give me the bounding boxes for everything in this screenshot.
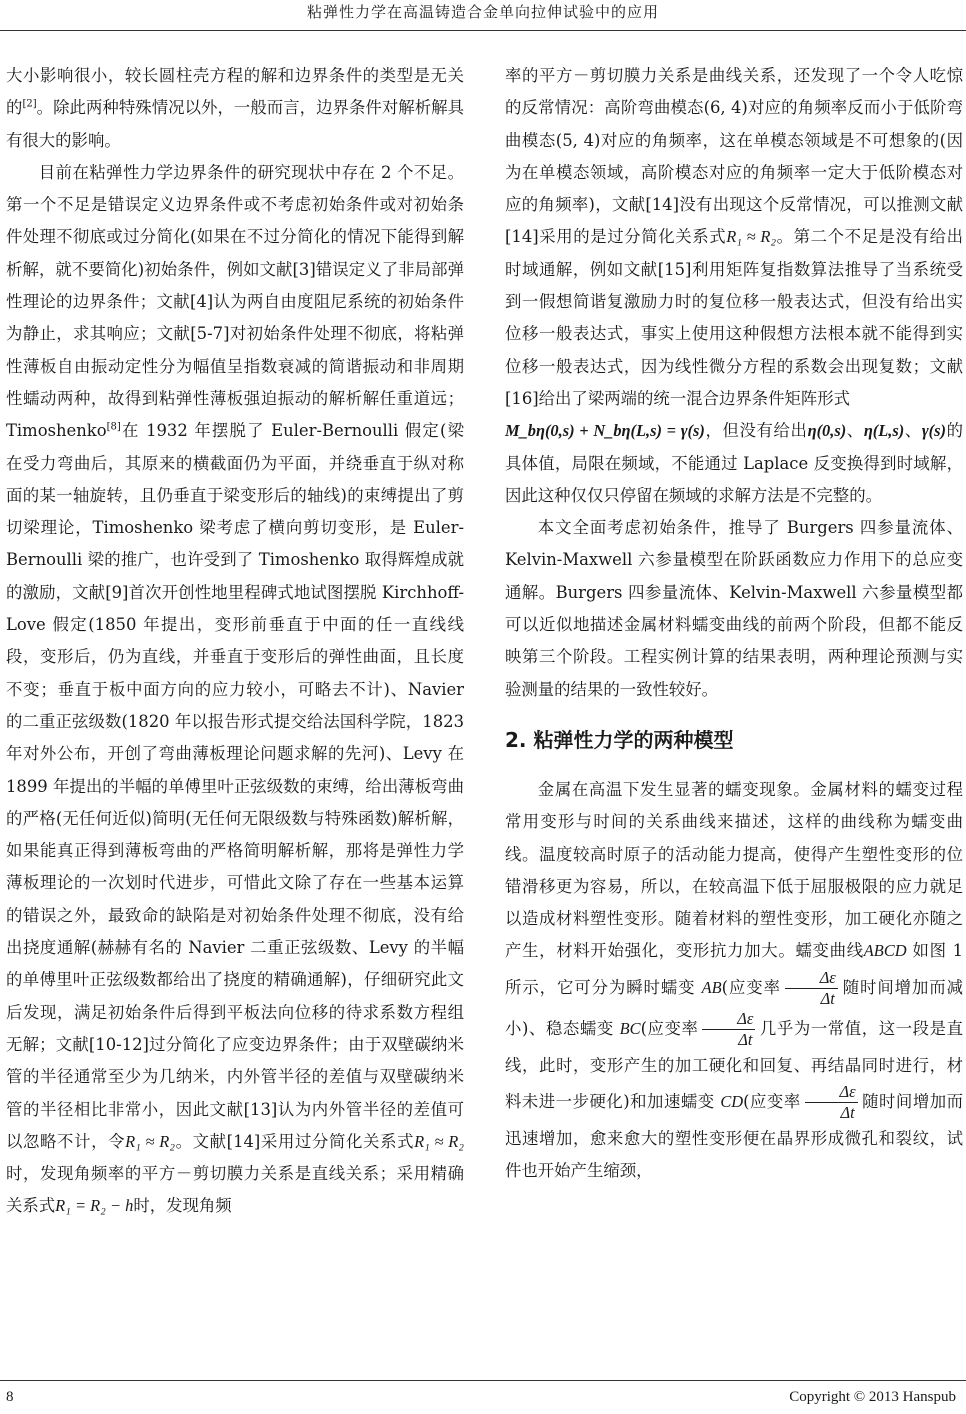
citation-ref: [2] xyxy=(22,98,37,110)
equation: γ(s) xyxy=(921,421,946,441)
citation-ref: [8] xyxy=(106,421,121,433)
strain-rate-fraction xyxy=(785,968,838,1009)
text: 的具体值，局限在频域，不能通过 Laplace 反变换得到时域解，因此这种仅仅只停留在频域的求解方法是不完整的。 xyxy=(505,421,963,505)
paragraph-5 xyxy=(505,774,963,1188)
text: (应变率 xyxy=(640,1018,699,1038)
curve-label: BC xyxy=(619,1018,641,1038)
header-title: 粘弹性力学在高温铸造合金单向拉伸试验中的应用 xyxy=(306,3,659,21)
fraction-denominator: Δt xyxy=(840,1103,855,1123)
fraction-numerator: Δε xyxy=(702,1009,755,1030)
text: 金属在高温下发生显著的蠕变现象。金属材料的蠕变过程常用变形与时间的关系曲线来描述，这样的曲线称为蠕变曲线。温度较高时原子的活动能力提高，使得产生塑性变形的位错滑移更为容易，所以，在较高温下低于屈服极限的应力就足以造成材料塑性变形。随着材料的塑性变形，加工硬化亦随之产生，材料开始强化，变形抗力加大。蠕变曲线 xyxy=(505,779,963,961)
fraction-numerator: Δε xyxy=(785,968,838,989)
strain-rate-fraction xyxy=(805,1082,858,1123)
paragraph-1 xyxy=(6,60,464,157)
left-column xyxy=(6,60,464,1223)
text: 率的平方－剪切膜力关系是曲线关系，还发现了一个令人吃惊的反常情况：高阶弯曲模态(6, 4)对应的角频率反而小于低阶弯曲模态(5, 4)对应的角频率，这在单模态领域是不可想象的(因为在单模态领域，高阶模态对应的角频率一定大于低阶模态对应的角频率)，文献[14]没有出现这个反常情况，可以推测文献[14]采用的是过分简化关系式 xyxy=(505,66,963,247)
paragraph-4: 本文全面考虑初始条件，推导了 Burgers 四参量流体、Kelvin-Maxwell 六参量模型在阶跃函数应力作用下的总应变通解。Burgers 四参量流体、Kelvin-Maxwell 六参量模型都可以近似地描述金属材料蠕变曲线的前两个阶段，但都不能反映第三个阶段。工程实例计算的结果表明，两种理论预测与实验测量的结果的一致性较好。 xyxy=(505,518,963,699)
page-footer xyxy=(0,1380,966,1411)
copyright-notice: Copyright © 2013 Hanspub xyxy=(789,1389,956,1405)
text: 目前在粘弹性力学边界条件的研究现状中存在 2 个不足。第一个不足是错误定义边界条件或不考虑初始条件或对初始条件处理不彻底或过分简化(如果在不过分简化的情况下能得到解析解，就不要简化)初始条件，例如文献[3]错误定义了非局部弹性理论的边界条件；文献[4]认为两自由度阻尼系统的初始条件为静止，求其响应；文献[5-7]对初始条件处理不彻底，将粘弹性薄板自由振动定性分为幅值呈指数衰减的简谐振动和非周期性蠕动两种，故得到粘弹性薄板强迫振动的解析解任重道远；Timoshenko xyxy=(6,162,464,441)
fraction-numerator: Δε xyxy=(805,1082,858,1103)
text: 。除此两种特殊情况以外，一般而言，边界条件对解析解具有很大的影响。 xyxy=(6,98,465,150)
text: 。文献[14]采用过分简化关系式 xyxy=(175,1131,415,1151)
text: 、 xyxy=(846,421,864,441)
text: 时，发现角频率的平方－剪切膜力关系是直线关系；采用精确关系式 xyxy=(6,1164,464,1216)
text: 如图 1 所示，它可分为瞬时蠕变 xyxy=(505,941,964,997)
paragraph-3 xyxy=(505,60,963,512)
text: (应变率 xyxy=(721,977,781,997)
running-header xyxy=(0,0,966,31)
right-column xyxy=(505,60,963,1188)
equation: R₁ ≈ R₂ xyxy=(125,1131,175,1151)
text: 。第二个不足是没有给出时域通解，例如文献[15]利用矩阵复指数算法推导了当系统受到一假想简谐复激励力时的复位移一般表达式，但没有给出实位移一般表达式，事实上使用这种假想方法根本就不能得到实位移一般表达式，因为线性微分方程的系数会出现复数；文献[16]给出了梁两端的统一混合边界条件矩阵形式 xyxy=(505,227,963,408)
equation: R₁ = R₂ − h xyxy=(55,1196,134,1216)
equation: M_bη(0,s) + N_bη(L,s) = γ(s) xyxy=(505,421,705,441)
text: 随时间增加而迅速增加，愈来愈大的塑性变形便在晶界形成微孔和裂纹，试件也开始产生缩颈， xyxy=(505,1092,963,1181)
fraction-denominator: Δt xyxy=(738,1029,753,1049)
equation: η(0,s) xyxy=(807,421,847,441)
equation: η(L,s) xyxy=(863,421,905,441)
text: 在 1932 年摆脱了 Euler-Bernoulli 假定(梁在受力弯曲后，其原来的横截面仍为平面，并绕垂直于纵对称面的某一轴旋转，且仍垂直于梁变形后的轴线)的束缚提出了剪切梁理论，Timoshenko 梁考虑了横向剪切变形，是 Euler-Bernoulli 梁的推广，也许受到了 Timoshenko 取得辉煌成就的激励，文献[9]首次开创性地里程碑式地试图摆脱 Kirchhoff-Love 假定(1850 年提出，变形前垂直于中面的任一直线线段，变形后，仍为直线，并垂直于变形后的弹性曲面，且长度不变；垂直于板中面方向的应力较小，可略去不计)、Navier 的二重正弦级数(1820 年以报告形式提交给法国科学院，1823 年对外公布，开创了弯曲薄板理论问题求解的先河)、Levy 在 1899 年提出的半幅的单傅里叶正弦级数的束缚，给出薄板弯曲的严格(无任何近似)简明(无任何无限级数与特殊函数)解析解，如果能真正得到薄板弯曲的严格简明解析解，那将是弹性力学薄板理论的一次划时代进步，可惜此文除了存在一些基本运算的错误之外，最致命的缺陷是对初始条件处理不彻底，没有给出挠度通解(赫赫有名的 Navier 二重正弦级数、Levy 的半幅的单傅里叶正弦级数都给出了挠度的精确通解)，仔细研究此文后发现，满足初始条件后得到平板法向位移的待求系数方程组无解；文献[10-12]过分简化了应变边界条件；由于双壁碳纳米管的半径通常至少为几纳米，内外管半径的差值与双壁碳纳米管的半径相比非常小，因此文献[13]认为内外管半径的差值可以忽略不计，令 xyxy=(6,421,464,1151)
text: 几乎为一常值，这一段是直线，此时，变形产生的加工硬化和回复、再结晶同时进行，材料未进一步硬化)和加速蠕变 xyxy=(505,1018,963,1112)
curve-label: ABCD xyxy=(863,941,907,961)
text: 大小影响很小，较长圆柱壳方程的解和边界条件的类型是无关的 xyxy=(6,66,464,118)
section-heading: 2. 粘弹性力学的两种模型 xyxy=(505,727,734,752)
curve-label: AB xyxy=(701,977,722,997)
curve-label: CD xyxy=(720,1092,744,1112)
strain-rate-fraction xyxy=(702,1009,755,1050)
text: 时，发现角频 xyxy=(133,1196,232,1216)
paragraph-2 xyxy=(6,157,464,1223)
equation: R₁ ≈ R₂ xyxy=(726,227,777,247)
text: 随时间增加而减小)、稳态蠕变 xyxy=(505,977,963,1038)
text: ，但没有给出 xyxy=(704,421,808,441)
text: (应变率 xyxy=(743,1092,801,1112)
equation: R₁ ≈ R₂ xyxy=(414,1131,464,1151)
text: 、 xyxy=(904,421,922,441)
page-number: 8 xyxy=(6,1389,14,1405)
fraction-denominator: Δt xyxy=(820,988,835,1008)
